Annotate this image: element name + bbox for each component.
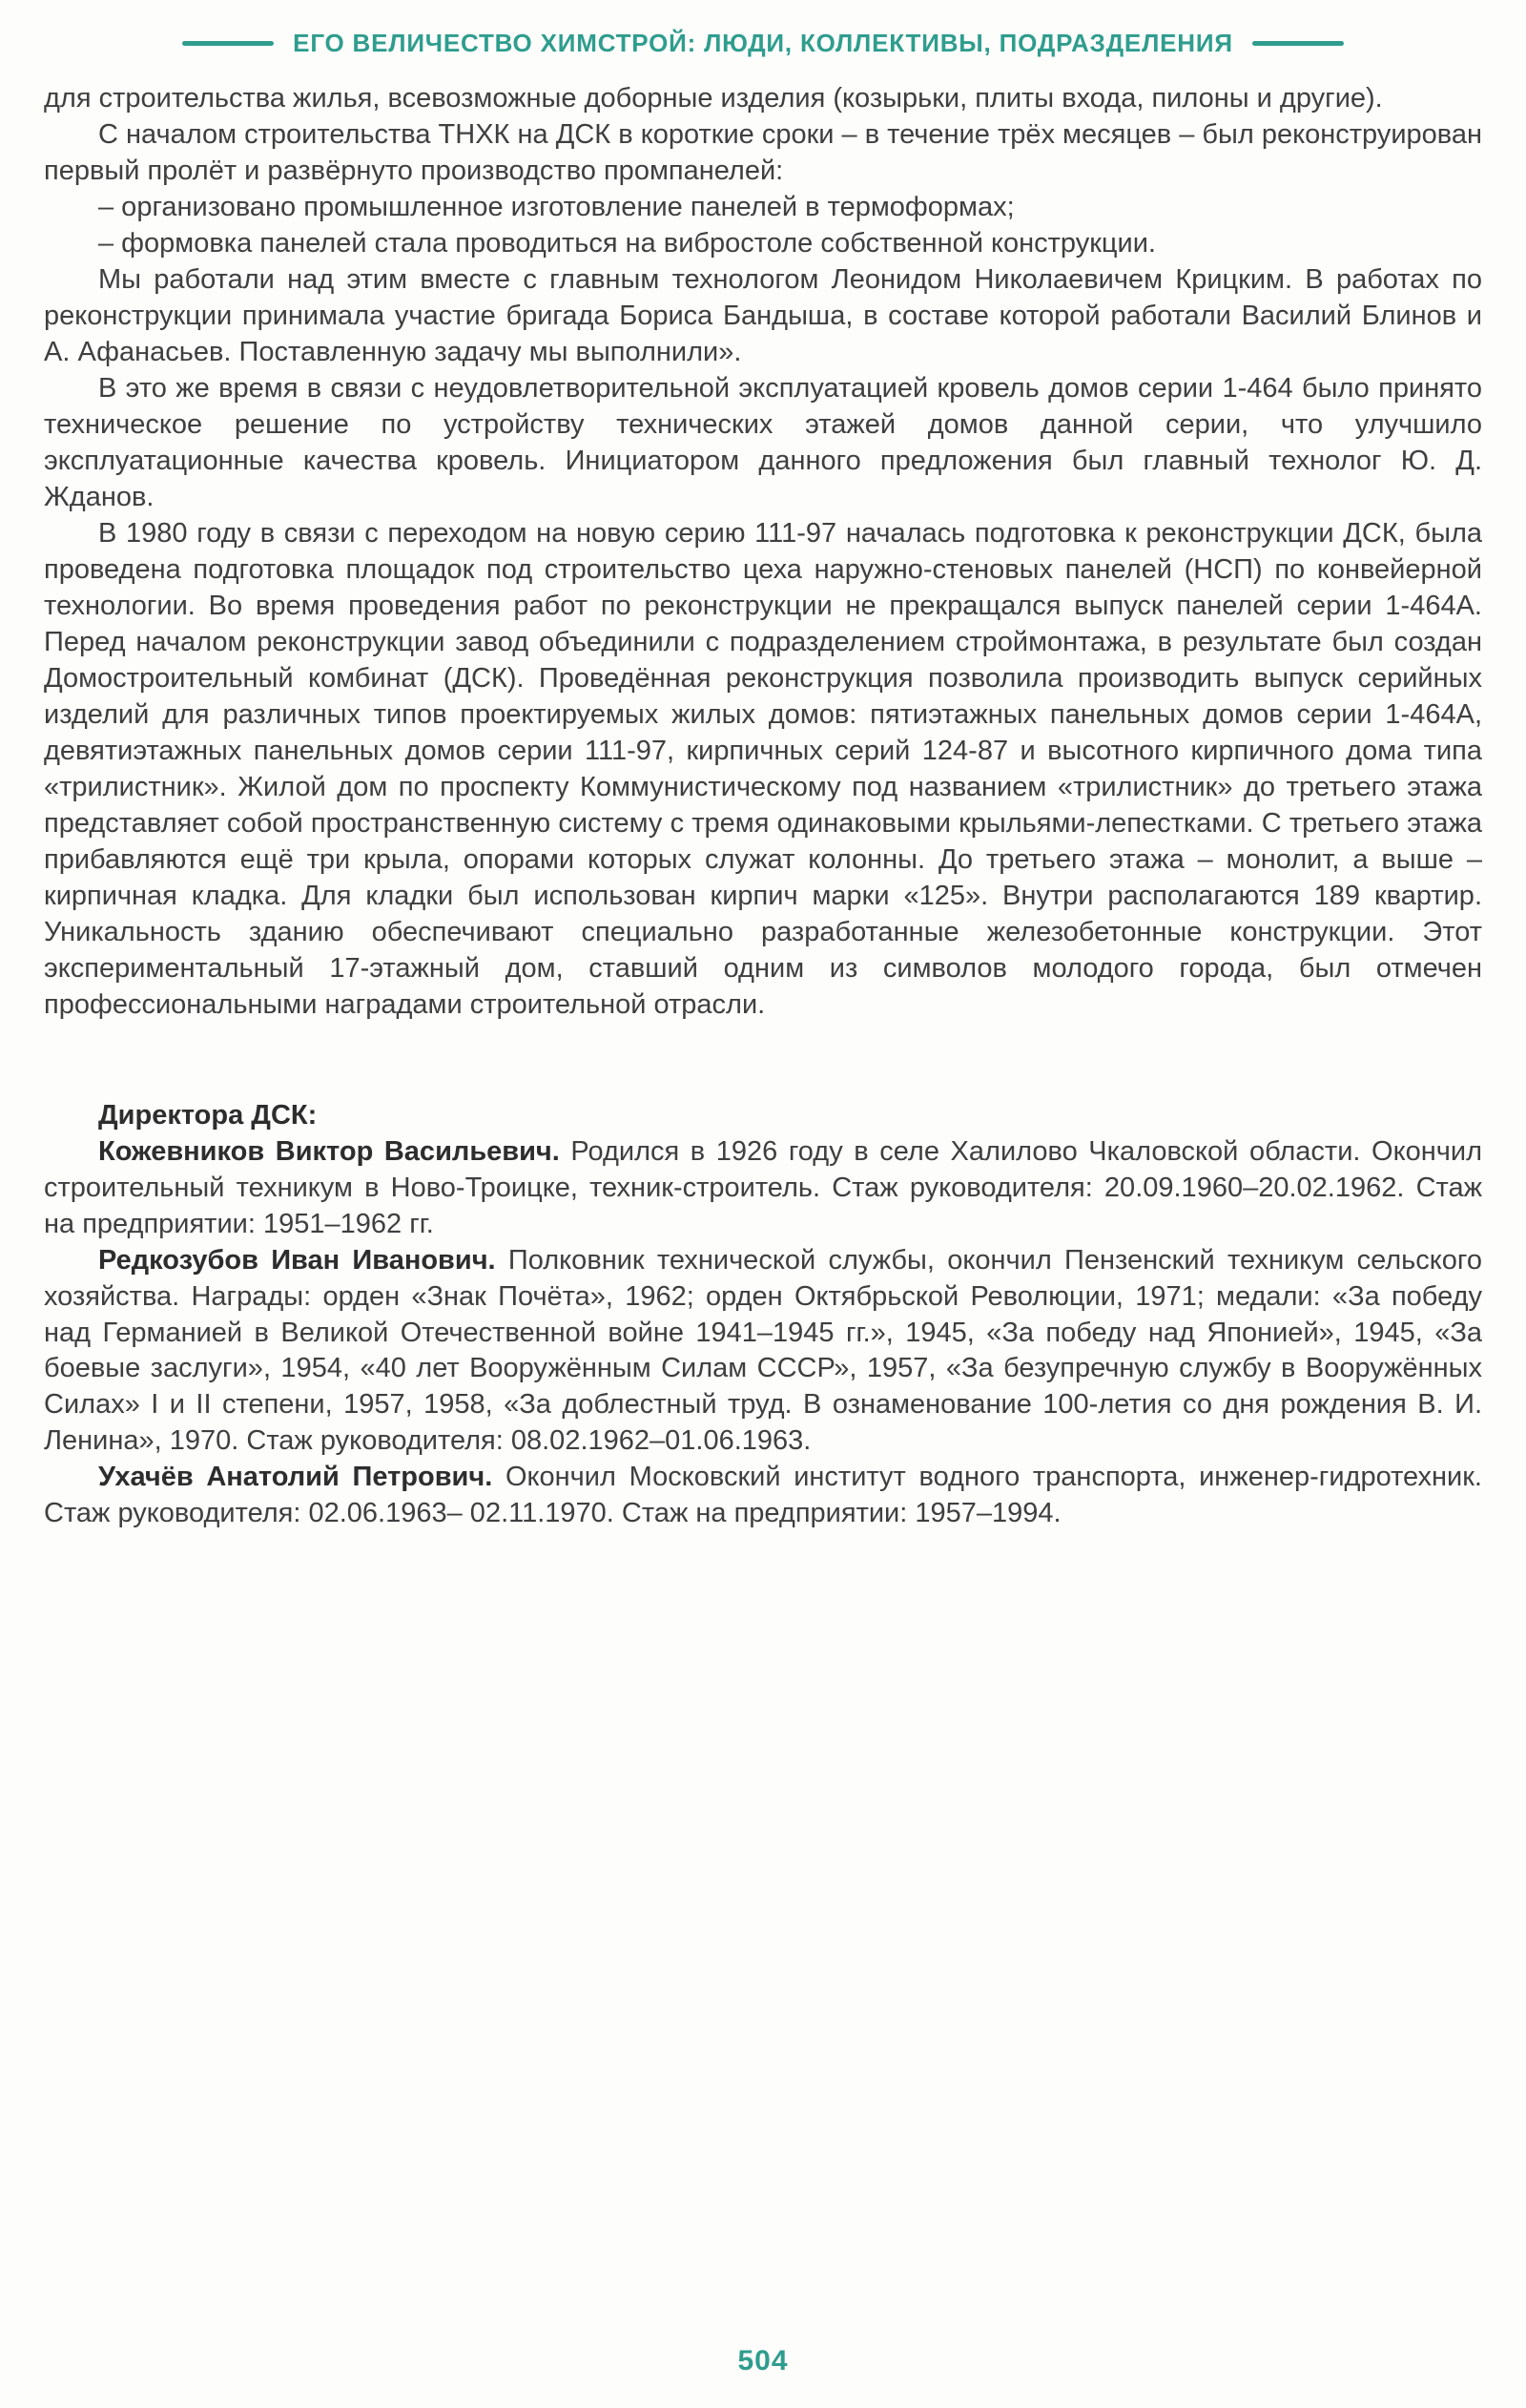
director-entry: [44, 1134, 1482, 1243]
paragraph-text: С началом строительства ТНХК на ДСК в короткие сроки – в течение трёх месяцев – был реконструирован первый пролёт и развёрнуто производство промпанелей:: [44, 118, 1482, 186]
paragraph: [44, 371, 1482, 516]
page-number: 504: [737, 2345, 789, 2377]
paragraph-text: В это же время в связи с неудовлетворительной эксплуатацией кровель домов серии 1-464 было принято техническое решение по устройству технических этажей домов данной серии, что улучшило эксплуатационные качества кровель. Инициатором данного предложения был главный технолог Ю. Д. Жданов.: [44, 372, 1482, 512]
bold-lead: Редкозубов Иван Иванович.: [98, 1244, 496, 1276]
paragraph-text: – формовка панелей стала проводиться на вибростоле собственной конструкции.: [98, 227, 1156, 259]
paragraph: [44, 262, 1482, 371]
header-rule-right-icon: [1252, 41, 1344, 46]
paragraph-text: В 1980 году в связи с переходом на новую серию 111-97 началась подготовка к реконструкции ДСК, была проведена подготовка площадок под строительство цеха наружно-стеновых панелей (НСП) по конвейерной технологии. Во время проведения работ по реконструкции не прекращался выпуск панелей серии 1-464А. Перед началом реконструкции завод объединили с подразделением строймонтажа, в результате был создан Домостроительный комбинат (ДСК). Проведённая реконструкция позволила производить выпуск серийных изделий для различных типов проектируемых жилых домов: пятиэтажных панельных домов серии 1-464А, девятиэтажных панельных домов серии 111-97, кирпичных серий 124-87 и высотного кирпичного дома типа «трилистник». Жилой дом по проспекту Коммунистическому под названием «трилистник» до третьего этажа представляет собой пространственную систему с тремя одинаковыми крыльями-лепестками. С третьего этажа прибавляются ещё три крыла, опорами которых служат колонны. До третьего этажа – монолит, а выше – кирпичная кладка. Для кладки был использован кирпич марки «125». Внутри располагаются 189 квартир. Уникальность зданию обеспечивают специально разработанные железобетонные конструкции. Этот экспериментальный 17-этажный дом, ставший одним из символов молодого города, был отмечен профессиональными наградами строительной отрасли.: [44, 517, 1482, 1020]
paragraph-text: Родился в 1926 году в селе Халилово Чкаловской области. Окончил строительный техникум в Ново-Троицке, техник-строитель. Стаж руководителя: 20.09.1960–20.02.1962. Стаж на предприятии: 1951–1962 гг.: [44, 1135, 1482, 1239]
header-rule-left-icon: [182, 41, 274, 46]
paragraph-text: Мы работали над этим вместе с главным технологом Леонидом Николаевичем Крицким. В работах по реконструкции принимала участие бригада Бориса Бандыша, в составе которой работали Василий Блинов и А. Афанасьев. Поставленную задачу мы выполнили».: [44, 263, 1482, 367]
bold-lead: Ухачёв Анатолий Петрович.: [98, 1462, 493, 1493]
section-heading: [44, 1098, 1482, 1134]
paragraph-text: – организовано промышленное изготовление панелей в термоформах;: [98, 191, 1015, 222]
director-entry: [44, 1243, 1482, 1461]
bold-lead: Директора ДСК:: [98, 1099, 318, 1131]
running-head-title: ЕГО ВЕЛИЧЕСТВО ХИМСТРОЙ: ЛЮДИ, КОЛЛЕКТИВЫ, ПОДРАЗДЕЛЕНИЯ: [293, 29, 1233, 57]
paragraph-text: Окончил Московский институт водного транспорта, инженер-гидротехник. Стаж руководителя: 02.06.1963– 02.11.1970. Стаж на предприятии: 1957–1994.: [44, 1462, 1482, 1529]
paragraph: [44, 117, 1482, 190]
director-entry: [44, 1460, 1482, 1532]
page-footer: [0, 2345, 1526, 2377]
list-item: [44, 226, 1482, 262]
list-item: [44, 190, 1482, 226]
paragraph-text: Полковник технической службы, окончил Пензенский техникум сельского хозяйства. Награды: орден «Знак Почёта», 1962; орден Октябрьской Революции, 1971; медали: «За победу над Германией в Великой Отечественной войне 1941–1945 гг.», 1945, «За победу над Японией», 1945, «За боевые заслуги», 1954, «40 лет Вооружённым Силам СССР», 1957, «За безупречную службу в Вооружённых Силах» I и II степени, 1957, 1958, «За доблестный труд. В ознаменование 100-летия со дня рождения В. И. Ленина», 1970. Стаж руководителя: 08.02.1962–01.06.1963.: [44, 1244, 1482, 1457]
paragraph: [44, 516, 1482, 1024]
paragraph-text: для строительства жилья, всевозможные доборные изделия (козырьки, плиты входа, пилоны и другие).: [44, 83, 1383, 114]
page-header: [0, 0, 1526, 58]
paragraph-continuation: [44, 81, 1482, 117]
page-body: [0, 58, 1526, 1532]
bold-lead: Кожевников Виктор Васильевич.: [98, 1135, 560, 1167]
